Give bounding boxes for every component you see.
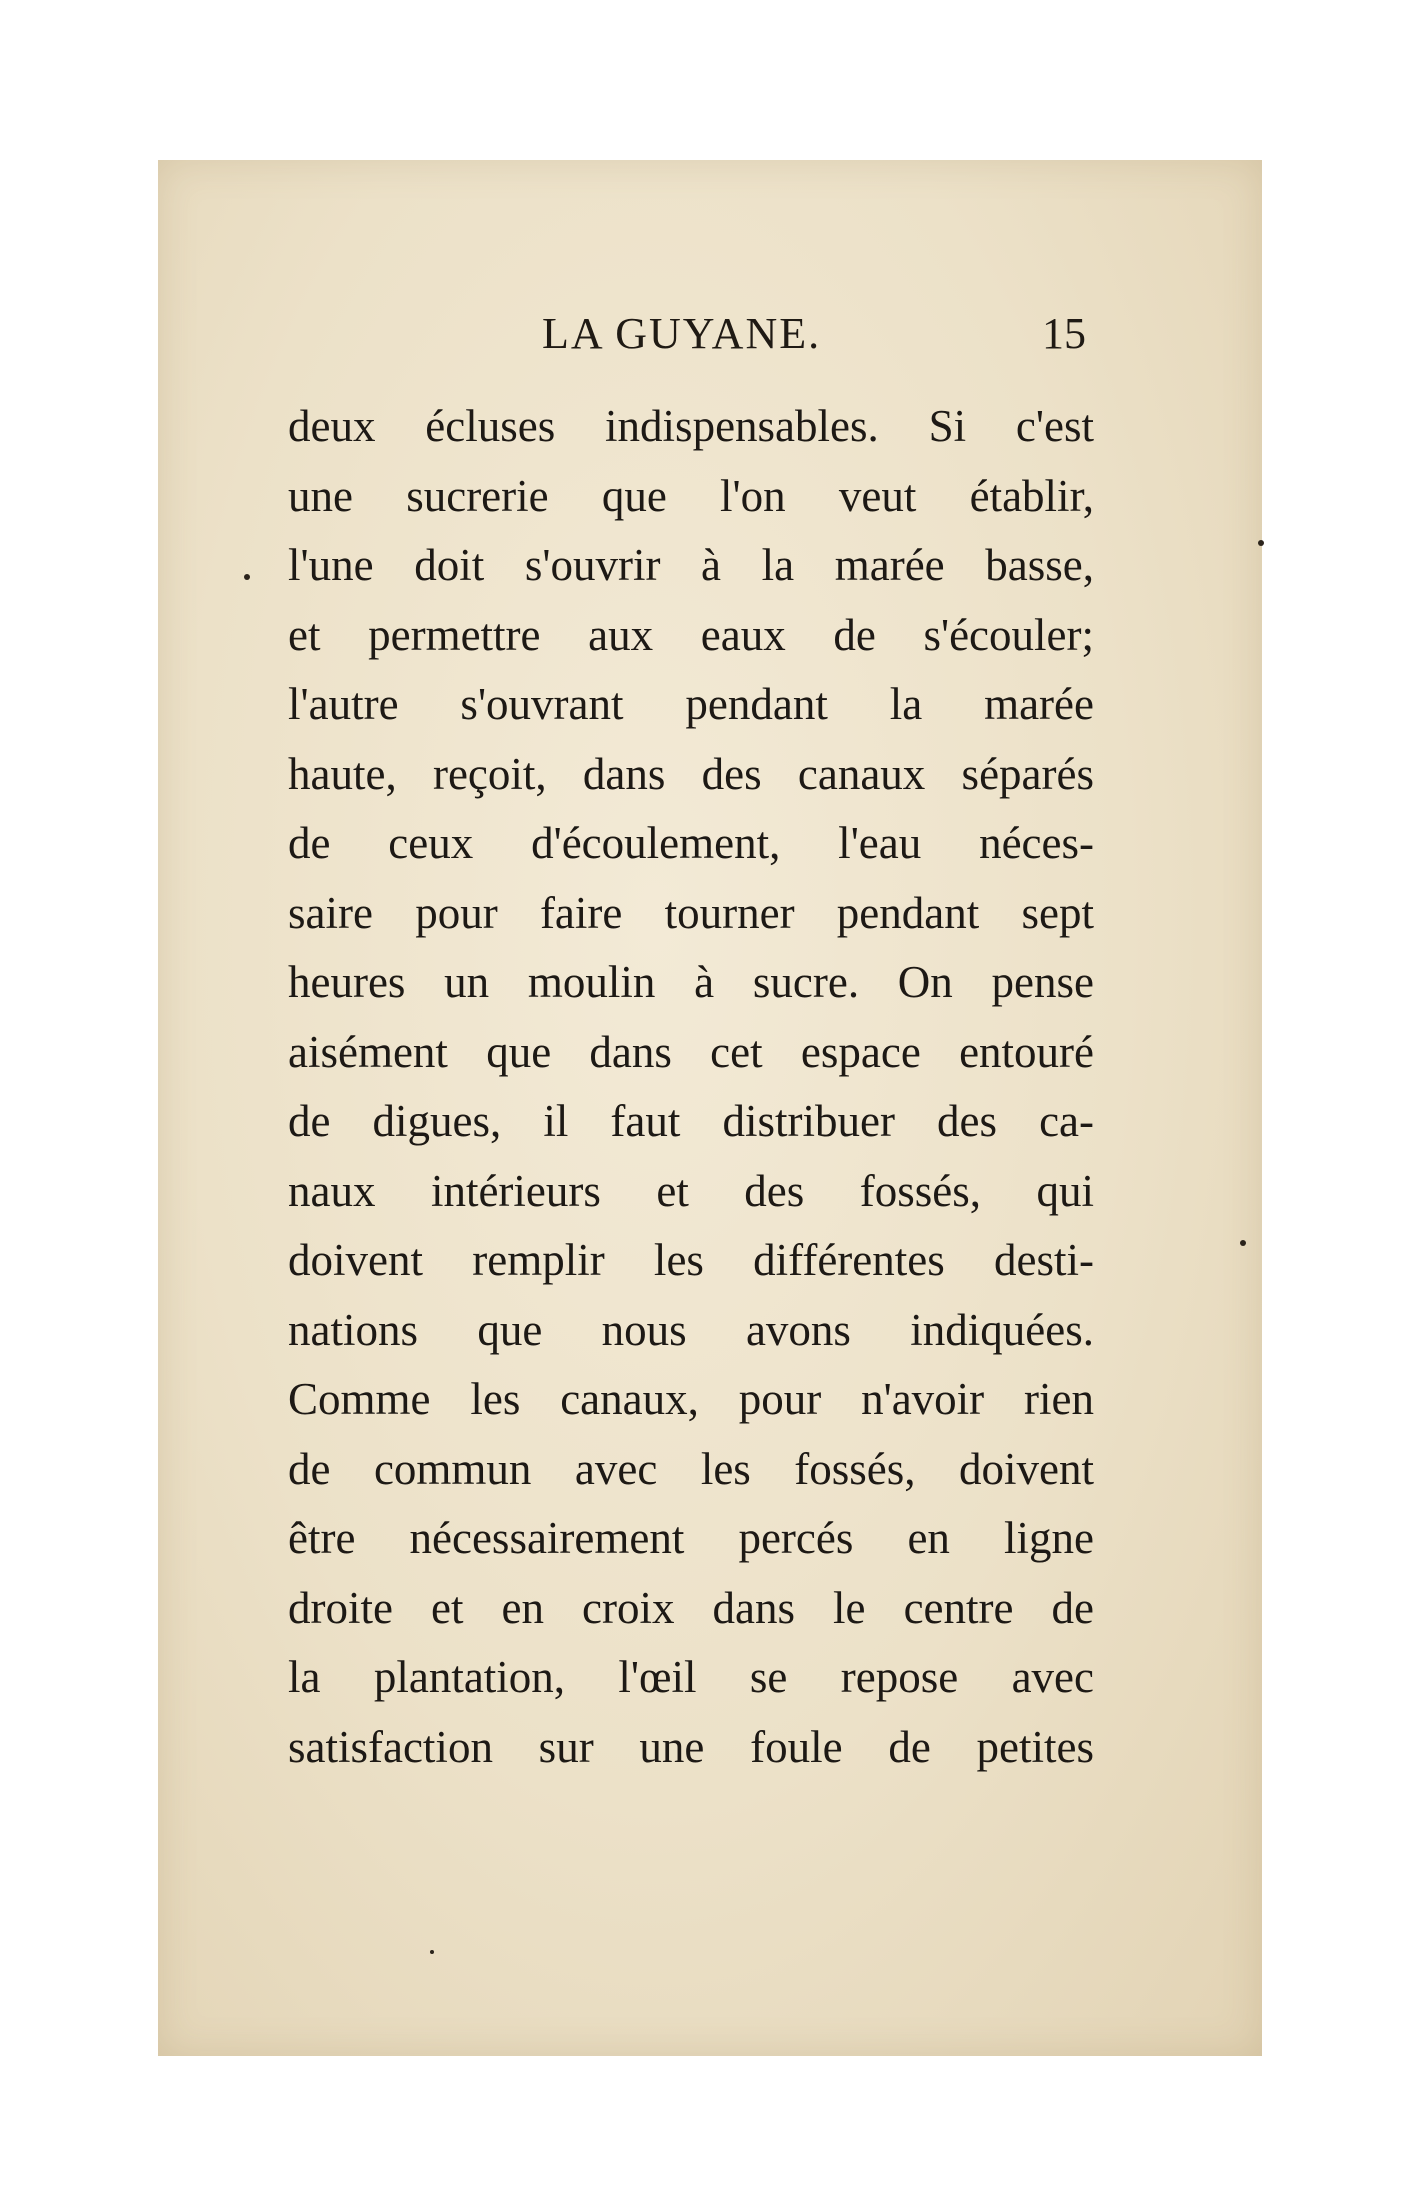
text-line: l'autre s'ouvrant pendant la marée — [288, 679, 1094, 729]
ink-speck — [430, 1950, 434, 1954]
text-line: la plantation, l'œil se repose avec — [288, 1652, 1094, 1702]
text-line: de ceux d'écoulement, l'eau néces- — [288, 818, 1094, 868]
text-line: satisfaction sur une foule de petites — [288, 1721, 1094, 1772]
text-line: l'une doit s'ouvrir à la marée basse, — [288, 540, 1094, 590]
running-head — [158, 308, 1262, 368]
text-line: être nécessairement percés en ligne — [288, 1513, 1094, 1563]
ink-speck — [244, 574, 250, 580]
text-line: naux intérieurs et des fossés, qui — [288, 1165, 1094, 1216]
body-text — [288, 392, 1094, 1782]
book-page — [158, 160, 1262, 2056]
text-line: et permettre aux eaux de s'écouler; — [288, 609, 1094, 660]
text-line: droite et en croix dans le centre de — [288, 1582, 1094, 1633]
text-line: de commun avec les fossés, doivent — [288, 1443, 1094, 1494]
text-line: deux écluses indispensables. Si c'est — [288, 401, 1094, 451]
text-line: saire pour faire tourner pendant sept — [288, 887, 1094, 938]
ink-speck — [1258, 540, 1264, 546]
text-line: de digues, il faut distribuer des ca- — [288, 1096, 1094, 1146]
text-line: heures un moulin à sucre. On pense — [288, 957, 1094, 1007]
text-line: aisément que dans cet espace entouré — [288, 1026, 1094, 1077]
ink-speck — [1240, 1240, 1246, 1246]
text-line: une sucrerie que l'on veut établir, — [288, 470, 1094, 521]
running-title: LA GUYANE. — [542, 309, 822, 358]
text-line: doivent remplir les différentes desti- — [288, 1235, 1094, 1285]
text-line: Comme les canaux, pour n'avoir rien — [288, 1374, 1094, 1424]
page-number: 15 — [1042, 309, 1086, 358]
text-line: haute, reçoit, dans des canaux séparés — [288, 748, 1094, 799]
text-line: nations que nous avons indiquées. — [288, 1304, 1094, 1355]
